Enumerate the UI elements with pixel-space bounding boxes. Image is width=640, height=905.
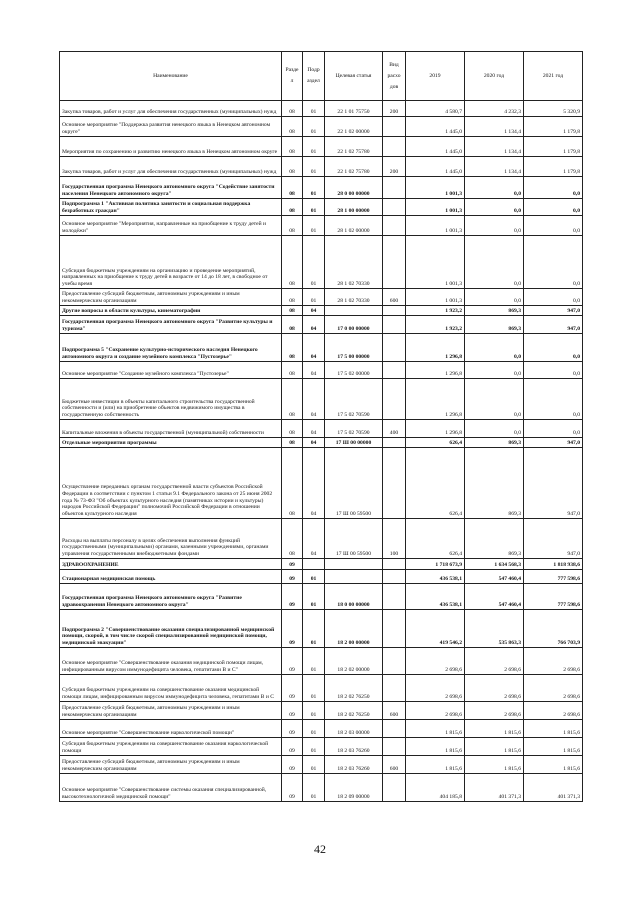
header-podrazdel: Подр аздел bbox=[303, 52, 325, 101]
row-expense-type-cell bbox=[383, 362, 406, 379]
row-podrazdel-cell: 01 bbox=[303, 199, 325, 216]
row-target-article-cell: 18 2 02 76250 bbox=[325, 702, 383, 720]
row-razdel-cell: 08 bbox=[282, 438, 303, 448]
row-2020-value: 401 371,3 bbox=[465, 774, 524, 802]
row-podrazdel-cell: 01 bbox=[303, 584, 325, 610]
table-row bbox=[60, 306, 583, 316]
row-podrazdel-cell: 01 bbox=[303, 756, 325, 774]
row-2020-value: 869,3 bbox=[465, 316, 524, 334]
table-row bbox=[60, 177, 583, 199]
row-2019-value: 1 923,2 bbox=[406, 306, 465, 316]
row-2020-value: 1 134,4 bbox=[465, 137, 524, 157]
row-2020-value: 1 634 568,3 bbox=[465, 559, 524, 570]
row-expense-type-cell bbox=[383, 177, 406, 199]
row-razdel-cell: 08 bbox=[282, 362, 303, 379]
row-2019-value: 1 296,8 bbox=[406, 362, 465, 379]
row-2019-value: 1 296,8 bbox=[406, 379, 465, 420]
row-target-article-cell: 28 1 02 70330 bbox=[325, 236, 383, 289]
row-razdel-cell: 08 bbox=[282, 101, 303, 117]
row-2020-value: 1 134,4 bbox=[465, 157, 524, 177]
row-2021-value: 2 698,6 bbox=[524, 675, 583, 702]
row-razdel-cell: 08 bbox=[282, 117, 303, 137]
row-target-article-cell bbox=[325, 559, 383, 570]
table-row bbox=[60, 289, 583, 306]
row-expense-type-cell bbox=[383, 199, 406, 216]
row-2020-value: 1 815,6 bbox=[465, 738, 524, 756]
table-row bbox=[60, 334, 583, 362]
row-2020-value: 0,0 bbox=[465, 177, 524, 199]
row-2021-value: 947,0 bbox=[524, 438, 583, 448]
row-razdel-cell: 08 bbox=[282, 216, 303, 236]
row-2020-value: 0,0 bbox=[465, 236, 524, 289]
row-name-cell: Предоставление субсидий бюджетным, автономным учреждениям и иным некоммерческим организациям bbox=[60, 756, 282, 774]
row-razdel-cell: 08 bbox=[282, 157, 303, 177]
row-expense-type-cell: 600 bbox=[383, 756, 406, 774]
row-podrazdel-cell: 04 bbox=[303, 379, 325, 420]
row-name-cell: Осуществление переданных органам государственной власти субъектов Российской Федерации в соответствии с пунктом 1 статьи 9.1 Федерального закона от 25 июня 2002 года № 73-ФЗ "Об объектах культурного наследия (памятниках истории и культуры) народов Российской Федерации" полномочий Российской Федерации в отношении объектов культурного наследия bbox=[60, 448, 282, 519]
row-2019-value: 1 718 673,9 bbox=[406, 559, 465, 570]
row-2019-value: 1 815,6 bbox=[406, 738, 465, 756]
table-row bbox=[60, 648, 583, 675]
row-name-cell: Основное мероприятие "Поддержка развития ненецкого языка в Ненецком автономном округе" bbox=[60, 117, 282, 137]
row-razdel-cell: 09 bbox=[282, 702, 303, 720]
table-row bbox=[60, 675, 583, 702]
row-2019-value: 626,4 bbox=[406, 438, 465, 448]
budget-table bbox=[59, 51, 583, 802]
row-name-cell: Основное мероприятие "Создание музейного комплекса "Пустозерье" bbox=[60, 362, 282, 379]
row-2019-value: 1 445,0 bbox=[406, 157, 465, 177]
table-row bbox=[60, 584, 583, 610]
row-2020-value: 0,0 bbox=[465, 362, 524, 379]
row-name-cell: Государственная программа Ненецкого автономного округа "Содействие занятости населения Ненецкого автономного округа" bbox=[60, 177, 282, 199]
row-2019-value: 1 296,8 bbox=[406, 420, 465, 438]
row-podrazdel-cell: 04 bbox=[303, 306, 325, 316]
table-body bbox=[60, 101, 583, 802]
row-name-cell: Государственная программа Ненецкого автономного округа "Развитие здравоохранения Ненецкого автономного округа" bbox=[60, 584, 282, 610]
row-razdel-cell: 08 bbox=[282, 448, 303, 519]
row-name-cell: Предоставление субсидий бюджетным, автономным учреждениям и иным некоммерческим организациям bbox=[60, 289, 282, 306]
row-expense-type-cell bbox=[383, 584, 406, 610]
row-name-cell: Субсидия бюджетным учреждениям на совершенствование оказания наркологической помощи bbox=[60, 738, 282, 756]
row-razdel-cell: 08 bbox=[282, 177, 303, 199]
row-2021-value: 777 598,6 bbox=[524, 570, 583, 584]
row-podrazdel-cell: 01 bbox=[303, 157, 325, 177]
row-2019-value: 1 296,8 bbox=[406, 334, 465, 362]
row-podrazdel-cell: 01 bbox=[303, 137, 325, 157]
row-podrazdel-cell: 04 bbox=[303, 519, 325, 559]
row-podrazdel-cell: 01 bbox=[303, 610, 325, 648]
row-2020-value: 869,3 bbox=[465, 448, 524, 519]
table-row bbox=[60, 420, 583, 438]
row-2019-value: 1 815,6 bbox=[406, 756, 465, 774]
row-2020-value: 1 815,6 bbox=[465, 756, 524, 774]
row-podrazdel-cell: 01 bbox=[303, 216, 325, 236]
row-2021-value: 947,0 bbox=[524, 306, 583, 316]
table-row bbox=[60, 316, 583, 334]
row-2020-value: 2 698,6 bbox=[465, 648, 524, 675]
table-row bbox=[60, 236, 583, 289]
row-razdel-cell: 09 bbox=[282, 774, 303, 802]
row-target-article-cell: 17 5 02 70590 bbox=[325, 379, 383, 420]
row-name-cell: Закупка товаров, работ и услуг для обеспечения государственных (муниципальных) нужд bbox=[60, 157, 282, 177]
row-razdel-cell: 09 bbox=[282, 738, 303, 756]
table-row bbox=[60, 157, 583, 177]
row-expense-type-cell bbox=[383, 334, 406, 362]
table-row bbox=[60, 774, 583, 802]
row-name-cell: Другие вопросы в области культуры, кинематографии bbox=[60, 306, 282, 316]
row-expense-type-cell bbox=[383, 448, 406, 519]
row-razdel-cell: 08 bbox=[282, 519, 303, 559]
row-target-article-cell: 22 1 02 00000 bbox=[325, 117, 383, 137]
row-2019-value: 404 185,8 bbox=[406, 774, 465, 802]
row-podrazdel-cell: 01 bbox=[303, 648, 325, 675]
row-name-cell: Основное мероприятие "Мероприятия, направленные на приобщение к труду детей и молодёжи" bbox=[60, 216, 282, 236]
row-expense-type-cell bbox=[383, 137, 406, 157]
row-razdel-cell: 09 bbox=[282, 675, 303, 702]
row-podrazdel-cell: 01 bbox=[303, 570, 325, 584]
row-2019-value: 2 698,6 bbox=[406, 648, 465, 675]
row-expense-type-cell: 600 bbox=[383, 289, 406, 306]
row-podrazdel-cell: 01 bbox=[303, 177, 325, 199]
table-row bbox=[60, 448, 583, 519]
row-razdel-cell: 09 bbox=[282, 570, 303, 584]
row-podrazdel-cell: 04 bbox=[303, 448, 325, 519]
header-year-2019: 2019 bbox=[406, 52, 465, 101]
row-2019-value: 1 001,3 bbox=[406, 289, 465, 306]
row-2019-value: 1 815,6 bbox=[406, 720, 465, 738]
row-2019-value: 4 580,7 bbox=[406, 101, 465, 117]
page-number: 42 bbox=[314, 842, 326, 856]
row-name-cell: Подпрограмма 2 "Совершенствование оказания специализированной медицинской помощи, скорой, в том числе скорой специализированной медицинской помощи, медицинской эвакуации" bbox=[60, 610, 282, 648]
table-row bbox=[60, 519, 583, 559]
row-2019-value: 626,4 bbox=[406, 448, 465, 519]
row-expense-type-cell: 100 bbox=[383, 519, 406, 559]
row-2019-value: 2 698,6 bbox=[406, 702, 465, 720]
row-razdel-cell: 08 bbox=[282, 199, 303, 216]
row-name-cell: Основное мероприятие "Совершенствование оказания медицинской помощи лицам, инфицированным вирусом иммунодефицита человека, гепатитами В и С" bbox=[60, 648, 282, 675]
row-2020-value: 869,3 bbox=[465, 306, 524, 316]
row-expense-type-cell bbox=[383, 675, 406, 702]
row-target-article-cell: 18 2 02 00000 bbox=[325, 648, 383, 675]
row-target-article-cell: 17 5 00 00000 bbox=[325, 334, 383, 362]
row-podrazdel-cell: 04 bbox=[303, 438, 325, 448]
row-expense-type-cell: 400 bbox=[383, 420, 406, 438]
row-podrazdel-cell: 01 bbox=[303, 675, 325, 702]
row-podrazdel-cell bbox=[303, 559, 325, 570]
row-2021-value: 0,0 bbox=[524, 236, 583, 289]
row-razdel-cell: 09 bbox=[282, 584, 303, 610]
row-razdel-cell: 09 bbox=[282, 610, 303, 648]
row-2019-value: 1 001,3 bbox=[406, 177, 465, 199]
row-target-article-cell: 28 1 02 00000 bbox=[325, 216, 383, 236]
row-2020-value: 0,0 bbox=[465, 199, 524, 216]
row-expense-type-cell bbox=[383, 438, 406, 448]
row-2020-value: 1 815,6 bbox=[465, 720, 524, 738]
row-target-article-cell: 18 2 03 76260 bbox=[325, 756, 383, 774]
row-2020-value: 0,0 bbox=[465, 420, 524, 438]
row-name-cell: Мероприятия по сохранению и развитию ненецкого языка в Ненецком автономном округе bbox=[60, 137, 282, 157]
row-2020-value: 869,3 bbox=[465, 519, 524, 559]
row-2020-value: 4 232,3 bbox=[465, 101, 524, 117]
row-podrazdel-cell: 04 bbox=[303, 334, 325, 362]
row-2019-value: 1 001,3 bbox=[406, 216, 465, 236]
row-expense-type-cell bbox=[383, 117, 406, 137]
header-target-article: Целевая статья bbox=[325, 52, 383, 101]
row-name-cell: Подпрограмма 5 "Сохранение культурно-исторического наследия Ненецкого автономного округа и создание музейного комплекса "Пустозерье" bbox=[60, 334, 282, 362]
row-2021-value: 0,0 bbox=[524, 362, 583, 379]
table-row bbox=[60, 720, 583, 738]
row-expense-type-cell: 600 bbox=[383, 702, 406, 720]
header-expense-type: Вид расхо дов bbox=[383, 52, 406, 101]
row-target-article-cell: 18 2 02 76250 bbox=[325, 675, 383, 702]
table-row bbox=[60, 570, 583, 584]
row-2021-value: 0,0 bbox=[524, 379, 583, 420]
row-2019-value: 2 698,6 bbox=[406, 675, 465, 702]
row-name-cell: Закупка товаров, работ и услуг для обеспечения государственных (муниципальных) нужд bbox=[60, 101, 282, 117]
row-2020-value: 0,0 bbox=[465, 216, 524, 236]
row-razdel-cell: 08 bbox=[282, 316, 303, 334]
table-row bbox=[60, 117, 583, 137]
row-2020-value: 2 698,6 bbox=[465, 702, 524, 720]
row-2020-value: 869,3 bbox=[465, 438, 524, 448]
row-2020-value: 0,0 bbox=[465, 289, 524, 306]
row-2021-value: 947,0 bbox=[524, 519, 583, 559]
table-row bbox=[60, 137, 583, 157]
row-razdel-cell: 08 bbox=[282, 236, 303, 289]
row-2019-value: 419 546,2 bbox=[406, 610, 465, 648]
row-2020-value: 0,0 bbox=[465, 334, 524, 362]
row-2020-value: 2 698,6 bbox=[465, 675, 524, 702]
row-podrazdel-cell: 01 bbox=[303, 236, 325, 289]
row-target-article-cell: 18 2 00 00000 bbox=[325, 610, 383, 648]
table-row bbox=[60, 610, 583, 648]
row-name-cell: Основное мероприятие "Совершенствование системы оказания специализированной, высокотехнологичной медицинской помощи" bbox=[60, 774, 282, 802]
row-2019-value: 436 538,1 bbox=[406, 584, 465, 610]
row-2019-value: 1 923,2 bbox=[406, 316, 465, 334]
header-year-2020: 2020 год bbox=[465, 52, 524, 101]
row-target-article-cell: 28 1 02 70330 bbox=[325, 289, 383, 306]
row-expense-type-cell bbox=[383, 610, 406, 648]
row-2021-value: 2 698,6 bbox=[524, 702, 583, 720]
row-2021-value: 1 815,6 bbox=[524, 738, 583, 756]
row-podrazdel-cell: 01 bbox=[303, 738, 325, 756]
row-2019-value: 1 001,3 bbox=[406, 199, 465, 216]
row-expense-type-cell bbox=[383, 774, 406, 802]
row-2021-value: 766 703,9 bbox=[524, 610, 583, 648]
row-podrazdel-cell: 01 bbox=[303, 702, 325, 720]
row-expense-type-cell bbox=[383, 738, 406, 756]
row-razdel-cell: 09 bbox=[282, 756, 303, 774]
row-2019-value: 1 445,0 bbox=[406, 117, 465, 137]
row-name-cell: Основное мероприятие "Совершенствование наркологической помощи" bbox=[60, 720, 282, 738]
row-target-article-cell: 17 0 00 00000 bbox=[325, 316, 383, 334]
row-2021-value: 1 818 938,6 bbox=[524, 559, 583, 570]
table-row bbox=[60, 559, 583, 570]
row-razdel-cell: 08 bbox=[282, 379, 303, 420]
row-2021-value: 0,0 bbox=[524, 420, 583, 438]
row-name-cell: Подпрограмма 1 "Активная политика занятости и социальная поддержка безработных граждан" bbox=[60, 199, 282, 216]
row-name-cell: Отдельные мероприятия программы bbox=[60, 438, 282, 448]
row-target-article-cell: 22 1 01 75750 bbox=[325, 101, 383, 117]
row-target-article-cell bbox=[325, 306, 383, 316]
row-target-article-cell: 18 2 03 00000 bbox=[325, 720, 383, 738]
row-target-article-cell bbox=[325, 570, 383, 584]
row-podrazdel-cell: 01 bbox=[303, 289, 325, 306]
row-target-article-cell: 28 1 00 00000 bbox=[325, 199, 383, 216]
row-2021-value: 0,0 bbox=[524, 334, 583, 362]
row-target-article-cell: 17 5 02 70590 bbox=[325, 420, 383, 438]
row-2019-value: 1 445,0 bbox=[406, 137, 465, 157]
row-name-cell: Государственная программа Ненецкого автономного округа "Развитие культуры и туризма" bbox=[60, 316, 282, 334]
row-2020-value: 547 460,4 bbox=[465, 584, 524, 610]
table-row bbox=[60, 379, 583, 420]
row-razdel-cell: 09 bbox=[282, 720, 303, 738]
row-2019-value: 1 001,3 bbox=[406, 236, 465, 289]
row-2019-value: 436 538,1 bbox=[406, 570, 465, 584]
row-expense-type-cell bbox=[383, 648, 406, 675]
row-2021-value: 1 179,8 bbox=[524, 157, 583, 177]
row-target-article-cell: 22 1 02 75780 bbox=[325, 137, 383, 157]
row-razdel-cell: 09 bbox=[282, 559, 303, 570]
header-razdel: Разде л bbox=[282, 52, 303, 101]
row-target-article-cell: 18 0 00 00000 bbox=[325, 584, 383, 610]
row-podrazdel-cell: 01 bbox=[303, 720, 325, 738]
row-2020-value: 0,0 bbox=[465, 379, 524, 420]
row-name-cell: ЗДРАВООХРАНЕНИЕ bbox=[60, 559, 282, 570]
row-podrazdel-cell: 01 bbox=[303, 117, 325, 137]
table-row bbox=[60, 702, 583, 720]
row-expense-type-cell: 200 bbox=[383, 101, 406, 117]
row-name-cell: Субсидия бюджетным учреждениям на организацию и проведение мероприятий, направленных на приобщение к труду детей в возрасте от 14 до 18 лет, в свободное от учебы время bbox=[60, 236, 282, 289]
row-razdel-cell: 08 bbox=[282, 306, 303, 316]
row-2020-value: 547 460,4 bbox=[465, 570, 524, 584]
row-expense-type-cell bbox=[383, 216, 406, 236]
table-row bbox=[60, 199, 583, 216]
row-expense-type-cell bbox=[383, 559, 406, 570]
table-row bbox=[60, 438, 583, 448]
row-target-article-cell: 17 Ш 00 00000 bbox=[325, 438, 383, 448]
row-2020-value: 535 863,3 bbox=[465, 610, 524, 648]
row-expense-type-cell: 200 bbox=[383, 157, 406, 177]
row-target-article-cell: 17 5 02 00000 bbox=[325, 362, 383, 379]
row-expense-type-cell bbox=[383, 570, 406, 584]
row-name-cell: Стационарная медицинская помощь bbox=[60, 570, 282, 584]
row-razdel-cell: 09 bbox=[282, 648, 303, 675]
row-2021-value: 777 598,6 bbox=[524, 584, 583, 610]
row-2021-value: 947,0 bbox=[524, 448, 583, 519]
row-2021-value: 401 371,3 bbox=[524, 774, 583, 802]
row-expense-type-cell bbox=[383, 379, 406, 420]
table-row bbox=[60, 216, 583, 236]
row-2021-value: 0,0 bbox=[524, 216, 583, 236]
row-expense-type-cell bbox=[383, 236, 406, 289]
table-row bbox=[60, 756, 583, 774]
row-target-article-cell: 28 0 00 00000 bbox=[325, 177, 383, 199]
row-name-cell: Капитальные вложения в объекты государственной (муниципальной) собственности bbox=[60, 420, 282, 438]
row-podrazdel-cell: 04 bbox=[303, 420, 325, 438]
header-year-2021: 2021 год bbox=[524, 52, 583, 101]
table-row bbox=[60, 738, 583, 756]
row-podrazdel-cell: 01 bbox=[303, 101, 325, 117]
row-2021-value: 0,0 bbox=[524, 177, 583, 199]
row-expense-type-cell bbox=[383, 306, 406, 316]
row-2021-value: 0,0 bbox=[524, 289, 583, 306]
table-row bbox=[60, 101, 583, 117]
row-2021-value: 0,0 bbox=[524, 199, 583, 216]
row-expense-type-cell bbox=[383, 316, 406, 334]
table-header-row bbox=[60, 52, 583, 101]
row-target-article-cell: 17 Ш 00 59500 bbox=[325, 519, 383, 559]
row-2021-value: 5 320,9 bbox=[524, 101, 583, 117]
row-2020-value: 1 134,4 bbox=[465, 117, 524, 137]
row-2021-value: 1 179,8 bbox=[524, 137, 583, 157]
row-target-article-cell: 22 1 02 75780 bbox=[325, 157, 383, 177]
row-target-article-cell: 18 2 09 00000 bbox=[325, 774, 383, 802]
row-name-cell: Предоставление субсидий бюджетным, автономным учреждениям и иным некоммерческим организациям bbox=[60, 702, 282, 720]
row-podrazdel-cell: 04 bbox=[303, 316, 325, 334]
header-name: Наименование bbox=[60, 52, 282, 101]
table-row bbox=[60, 362, 583, 379]
row-expense-type-cell bbox=[383, 720, 406, 738]
row-2021-value: 2 698,6 bbox=[524, 648, 583, 675]
row-name-cell: Субсидия бюджетным учреждениям на совершенствование оказания медицинской помощи лицам, инфицированным вирусом иммунодефицита человека, гепатитами В и С bbox=[60, 675, 282, 702]
row-2021-value: 1 179,8 bbox=[524, 117, 583, 137]
row-2019-value: 626,4 bbox=[406, 519, 465, 559]
row-podrazdel-cell: 01 bbox=[303, 774, 325, 802]
row-name-cell: Бюджетные инвестиции в объекты капитального строительства государственной собственности и (или) на приобретение объектов недвижимого имущества в государственную собственность bbox=[60, 379, 282, 420]
row-2021-value: 1 815,6 bbox=[524, 756, 583, 774]
row-razdel-cell: 08 bbox=[282, 137, 303, 157]
row-target-article-cell: 18 2 03 76260 bbox=[325, 738, 383, 756]
row-2021-value: 947,0 bbox=[524, 316, 583, 334]
row-name-cell: Расходы на выплаты персоналу в целях обеспечения выполнения функций государственными (муниципальными) органами, казенными учреждениями, органами управления государственными внебюджетными фондами bbox=[60, 519, 282, 559]
row-target-article-cell: 17 Ш 00 59500 bbox=[325, 448, 383, 519]
row-razdel-cell: 08 bbox=[282, 420, 303, 438]
row-2021-value: 1 815,6 bbox=[524, 720, 583, 738]
row-razdel-cell: 08 bbox=[282, 334, 303, 362]
row-razdel-cell: 08 bbox=[282, 289, 303, 306]
row-podrazdel-cell: 04 bbox=[303, 362, 325, 379]
